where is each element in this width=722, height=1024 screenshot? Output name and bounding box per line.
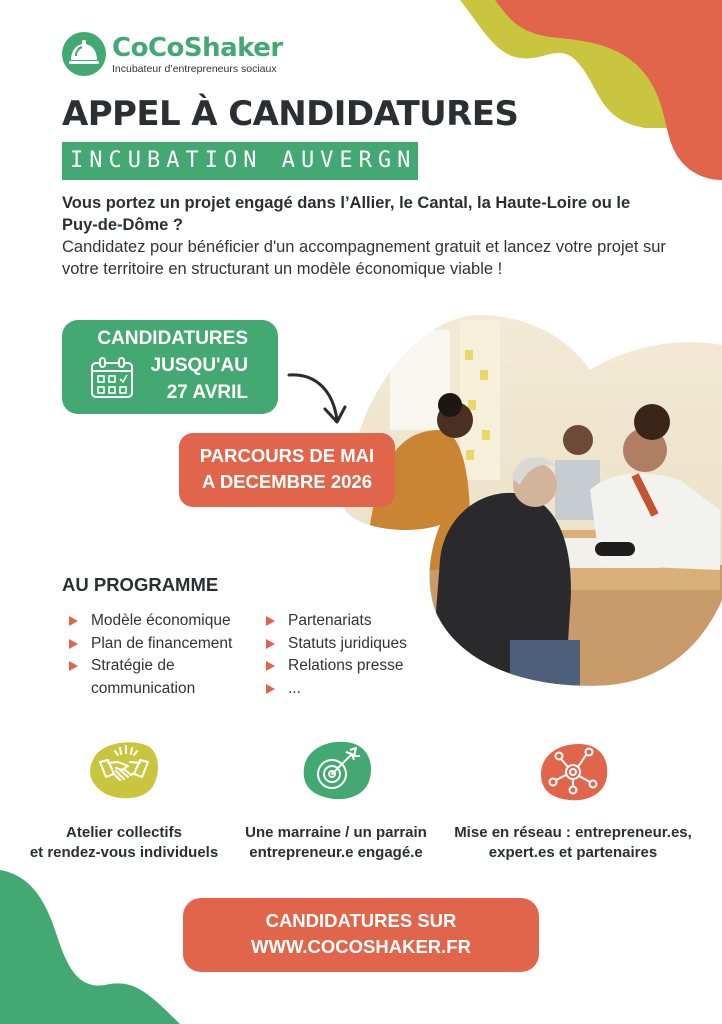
intro-text: Candidatez pour bénéficier d'un accompagnement gratuit et lancez votre projet sur votre territoire en structurant un modèle économique viable !: [62, 238, 666, 278]
list-item: Statuts juridiques: [260, 633, 407, 656]
decorative-blob-bottom-left: [0, 860, 200, 1024]
feature-ateliers: [24, 738, 224, 863]
subtitle-banner: INCUBATION AUVERGNE: [62, 142, 418, 180]
network-icon: [535, 738, 611, 802]
feature-marrainage-line2: entrepreneur.e engagé.e: [249, 844, 423, 861]
feature-marrainage: [236, 738, 436, 863]
list-item: ...: [260, 678, 407, 701]
deadline-line2: JUSQU'AU: [150, 355, 248, 376]
logo: [62, 32, 283, 76]
list-item: Modèle économique: [63, 610, 232, 633]
programme-title: AU PROGRAMME: [62, 574, 219, 595]
feature-marrainage-line1: Une marraine / un parrain: [245, 824, 427, 841]
list-item: Relations presse: [260, 655, 407, 678]
parcours-line2: A DECEMBRE 2026: [202, 471, 372, 492]
feature-ateliers-line2: et rendez-vous individuels: [29, 844, 219, 861]
list-item: Plan de financement: [63, 633, 232, 656]
feature-reseau-line2: expert.es et partenaires: [488, 844, 658, 861]
list-item: Partenariats: [260, 610, 407, 633]
calendar-check-icon: [90, 356, 134, 400]
cta-url[interactable]: WWW.COCOSHAKER.FR: [251, 936, 471, 957]
curved-arrow-icon: [285, 365, 355, 425]
deadline-date: 27 AVRIL: [166, 382, 248, 403]
programme-list-right: [260, 610, 407, 700]
brand-name: CoCoShaker: [112, 32, 283, 63]
feature-reseau: [446, 738, 700, 863]
feature-ateliers-line1: Atelier collectifs: [66, 824, 182, 841]
deadline-line1: CANDIDATURES: [97, 328, 248, 349]
target-icon: [298, 738, 374, 802]
programme-list-left: [63, 610, 232, 700]
list-item: Stratégie de communication: [63, 655, 223, 700]
deadline-badge: [62, 320, 278, 414]
cta-website-button[interactable]: [183, 898, 539, 972]
page-title: APPEL À CANDIDATURES: [62, 94, 519, 134]
cta-line1: CANDIDATURES SUR: [265, 910, 457, 931]
parcours-line1: PARCOURS DE MAI: [199, 445, 375, 466]
cloche-logo-icon: [62, 32, 106, 76]
intro-question: Vous portez un projet engagé dans l’Allier, le Cantal, la Haute-Loire ou le Puy-de-Dôme ?: [62, 194, 631, 234]
brand-tagline: Incubateur d’entrepreneurs sociaux: [112, 62, 277, 75]
parcours-badge: [179, 433, 395, 507]
feature-reseau-line1: Mise en réseau : entrepreneur.es,: [454, 824, 692, 841]
handshake-icon: [86, 738, 162, 802]
